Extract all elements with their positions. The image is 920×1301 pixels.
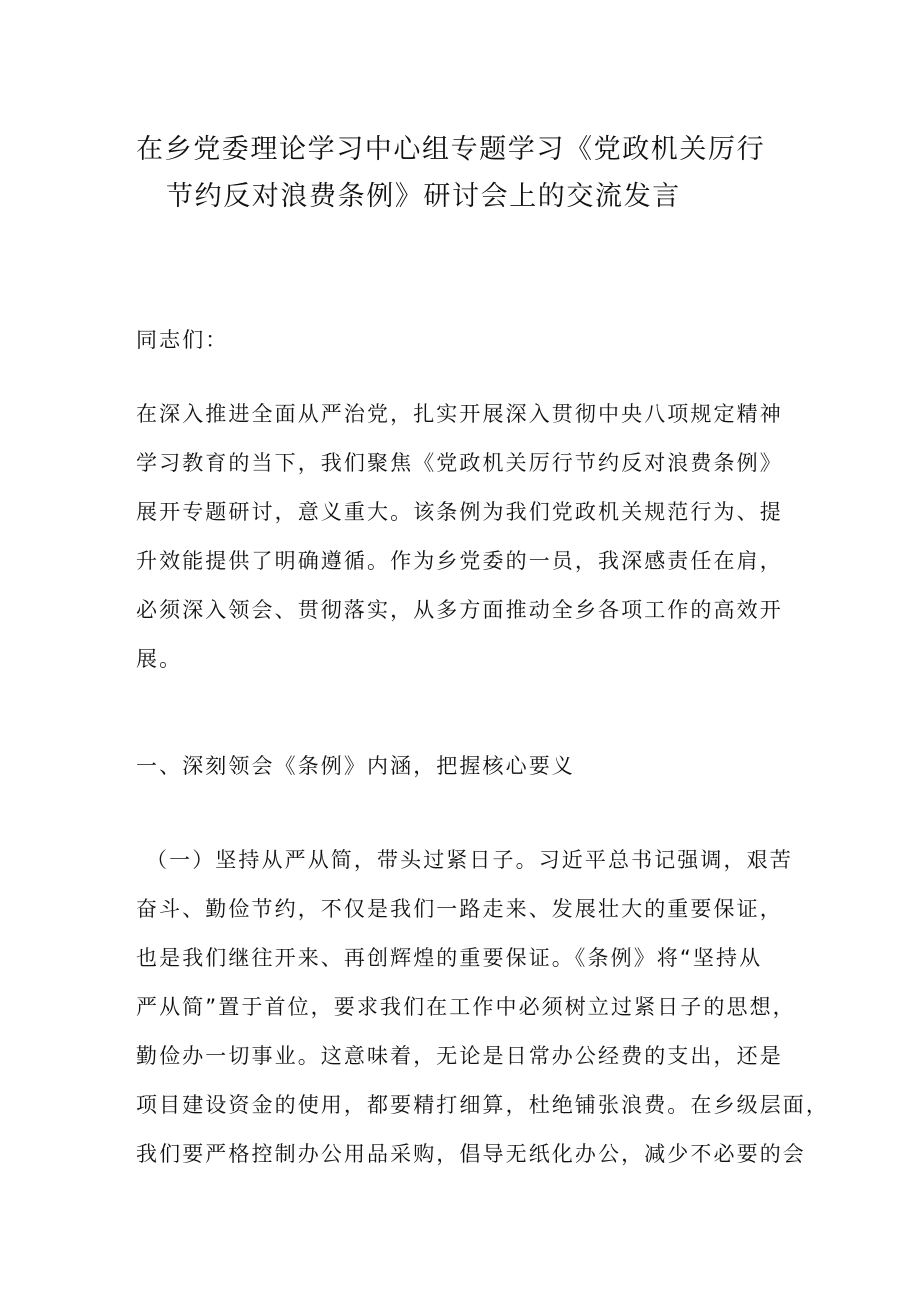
paragraph-line: 我们要严格控制办公用品采购，倡导无纸化办公，减少不必要的会 — [136, 1142, 806, 1166]
title-line: 在乡党委理论学习中心组专题学习《党政机关厉行 — [136, 134, 766, 165]
intro-paragraph — [136, 390, 796, 684]
paragraph-line: 展开专题研讨，意义重大。该条例为我们党政机关规范行为、提 — [136, 500, 783, 524]
salutation-text: 同志们： — [136, 328, 229, 352]
paragraph-line: 也是我们继往开来、再创辉煌的重要保证。《条例》将“坚持从 — [136, 946, 763, 970]
paragraph-line: 在深入推进全面从严治党，扎实开展深入贯彻中央八项规定精神 — [136, 402, 783, 426]
paragraph-line: 奋斗、勤俭节约，不仅是我们一路走来、发展壮大的重要保证， — [136, 897, 783, 921]
section-heading-text: 一、深刻领会《条例》内涵，把握核心要义 — [136, 754, 575, 778]
paragraph-line: 严从简”置于首位，要求我们在工作中必须树立过紧日子的思想， — [136, 995, 796, 1019]
paragraph-line: 展。 — [136, 647, 183, 671]
document-title — [136, 126, 796, 220]
paragraph-line: （一）坚持从严从简，带头过紧日子。习近平总书记强调，艰苦 — [146, 848, 793, 872]
paragraph-line: 学习教育的当下，我们聚焦《党政机关厉行节约反对浪费条例》 — [136, 451, 783, 475]
paragraph-line: 勤俭办一切事业。这意味着，无论是日常办公经费的支出，还是 — [136, 1044, 783, 1068]
paragraph-line: 升效能提供了明确遵循。作为乡党委的一员，我深感责任在肩， — [136, 549, 783, 573]
paragraph-line: 项目建设资金的使用，都要精打细算，杜绝铺张浪费。在乡级层面， — [136, 1093, 829, 1117]
salutation — [136, 316, 796, 365]
body-paragraph — [136, 836, 829, 1179]
title-line: 节约反对浪费条例》研讨会上的交流发言 — [166, 181, 681, 212]
section-heading — [136, 742, 796, 791]
paragraph-line: 必须深入领会、贯彻落实，从多方面推动全乡各项工作的高效开 — [136, 598, 783, 622]
